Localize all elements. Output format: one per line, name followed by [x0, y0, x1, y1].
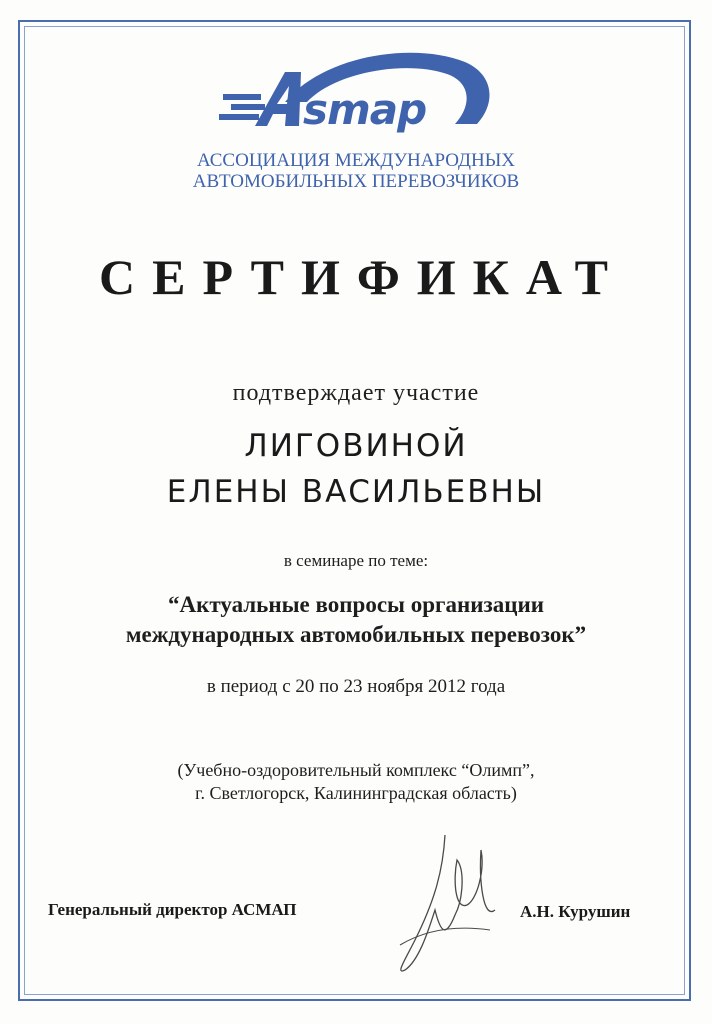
- signer-name: А.Н. Курушин: [520, 902, 631, 921]
- certificate-title: СЕРТИФИКАТ: [98, 249, 625, 305]
- director-title: Генеральный директор АСМАП: [48, 900, 297, 919]
- organization-name-line1: АССОЦИАЦИЯ МЕЖДУНАРОДНЫХ: [196, 150, 516, 171]
- recipient-given-names: ЕЛЕНЫ ВАСИЛЬЕВНЫ: [166, 474, 546, 510]
- confirmation-text: подтверждает участие: [232, 380, 480, 406]
- organization-name-line2: АВТОМОБИЛЬНЫХ ПЕРЕВОЗЧИКОВ: [192, 171, 520, 192]
- asmap-logo: [215, 44, 500, 140]
- seminar-topic-line1: “Актуальные вопросы организации: [168, 592, 544, 617]
- svg-text:smap: smap: [303, 85, 427, 134]
- venue-line1: (Учебно-оздоровительный комплекс “Олимп”,: [177, 760, 535, 780]
- seminar-topic-line2: международных автомобильных перевозок”: [125, 622, 587, 647]
- venue-line2: г. Светлогорск, Калининградская область): [195, 783, 517, 803]
- recipient-surname: ЛИГОВИНОЙ: [244, 428, 468, 464]
- seminar-period: в период с 20 по 23 ноября 2012 года: [206, 676, 506, 697]
- seminar-label: в семинаре по теме:: [283, 551, 429, 570]
- handwritten-signature: [385, 830, 505, 980]
